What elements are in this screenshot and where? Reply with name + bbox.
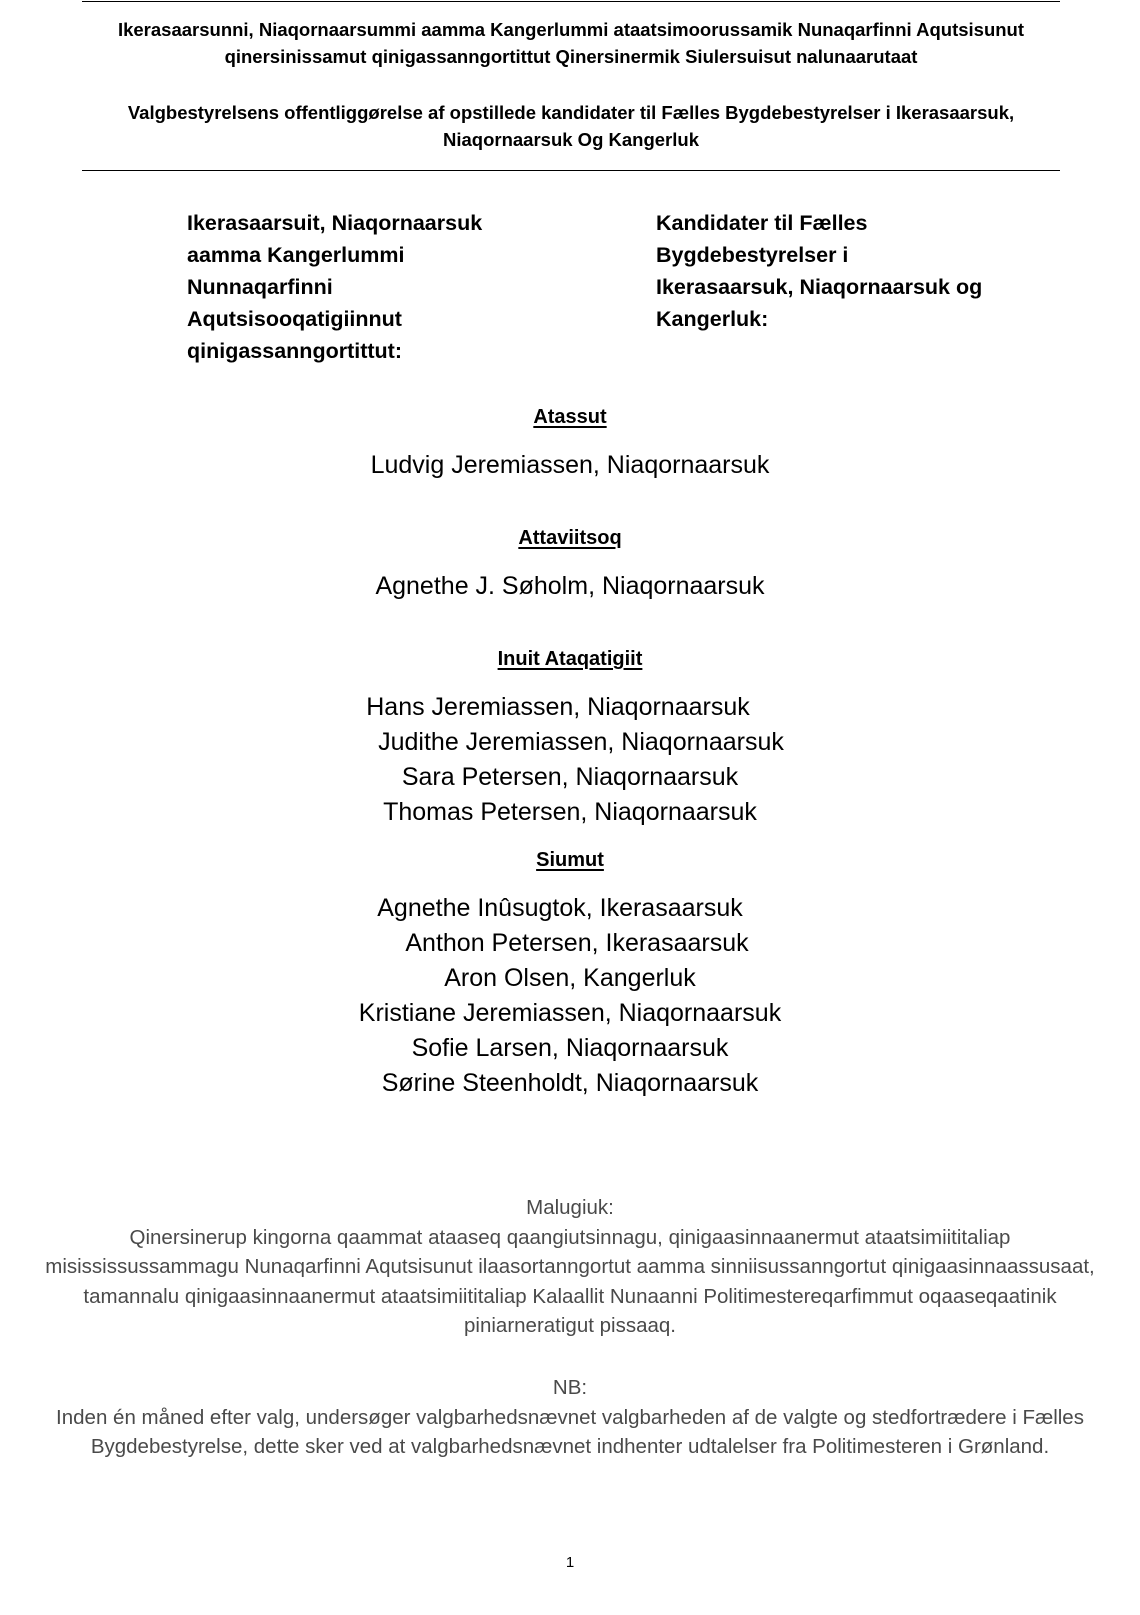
party-name: Atassut bbox=[533, 406, 607, 428]
candidate: Sørine Steenholdt, Niaqornaarsuk bbox=[381, 1069, 759, 1097]
candidate-list bbox=[0, 569, 1140, 604]
note-text: Inden én måned efter valg, undersøger valgbarhedsnævnet valgbarheden af de valgte og stedfortrædere i Fælles Bygdebestyrelse, dette sker ved at valgbarhedsnævnet indhenter udtalelser fra Politimesteren i Grønland. bbox=[56, 1405, 1084, 1458]
intro-danish: Kandidater til Fælles Bygdebestyrelser i Ikerasaarsuk, Niaqornaarsuk og Kangerluk: bbox=[656, 211, 983, 331]
candidate: Ludvig Jeremiassen, Niaqornaarsuk bbox=[370, 451, 770, 479]
candidate-list bbox=[0, 690, 1140, 830]
candidate: Agnethe Inûsugtok, Ikerasaarsuk bbox=[377, 894, 743, 922]
party-name: Inuit Ataqatigiit bbox=[497, 648, 643, 670]
party-name: Attaviitsoq bbox=[518, 527, 622, 549]
party-name: Siumut bbox=[536, 849, 604, 871]
note-text: Qinersinerup kingorna qaammat ataaseq qaangiutsinnagu, qinigaasinnaanermut ataatsimiititaliap misississussammagu Nunaqarfinni Aqutsisunut ilaasortanngortut aamma sinniisussanngortut qinigaasinnaassusaat, tamannalu qinigaasinnaanermut ataatsimiititaliap Kalaallit Nunaanni Politimestereqarfimmut oqaaseqaatinik piniarneratigut pissaaq. bbox=[45, 1225, 1095, 1337]
title-danish: Valgbestyrelsens offentliggørelse af opstillede kandidater til Fælles Bygdebestyrelser i Ikerasaarsuk, Niaqornaarsuk Og Kangerluk bbox=[127, 102, 1015, 150]
party-section-inuit-ataqatigiit bbox=[0, 646, 1140, 830]
candidate: Kristiane Jeremiassen, Niaqornaarsuk bbox=[358, 999, 782, 1027]
note-greenlandic bbox=[40, 1193, 1100, 1341]
candidate: Sara Petersen, Niaqornaarsuk bbox=[401, 763, 739, 791]
header-divider bbox=[82, 170, 1060, 171]
note-label: NB: bbox=[552, 1376, 588, 1399]
party-section-atassut bbox=[0, 404, 1140, 483]
page-number: 1 bbox=[565, 1554, 575, 1571]
note-label: Malugiuk: bbox=[526, 1196, 614, 1219]
top-divider bbox=[82, 1, 1060, 2]
candidate: Agnethe J. Søholm, Niaqornaarsuk bbox=[375, 572, 765, 600]
candidate: Judithe Jeremiassen, Niaqornaarsuk bbox=[378, 728, 784, 756]
candidate-list bbox=[0, 448, 1140, 483]
candidate-list bbox=[0, 891, 1140, 1101]
candidate: Sofie Larsen, Niaqornaarsuk bbox=[411, 1034, 729, 1062]
party-section-attaviitsoq bbox=[0, 525, 1140, 604]
note-danish bbox=[40, 1373, 1100, 1462]
candidate: Aron Olsen, Kangerluk bbox=[444, 964, 696, 992]
title-greenlandic: Ikerasaarsunni, Niaqornaarsummi aamma Kangerlummi ataatsimoorussamik Nunaqarfinni Aqutsisunut qinersinissamut qinigassanngortittut Qinersinermik Siulersuisut nalunaarutaat bbox=[117, 19, 1025, 67]
candidate: Hans Jeremiassen, Niaqornaarsuk bbox=[366, 693, 750, 721]
party-section-siumut bbox=[0, 847, 1140, 1101]
candidate: Anthon Petersen, Ikerasaarsuk bbox=[405, 929, 749, 957]
candidate: Thomas Petersen, Niaqornaarsuk bbox=[383, 798, 757, 826]
intro-greenlandic: Ikerasaarsuit, Niaqornaarsuk aamma Kangerlummi Nunnaqarfinni Aqutsisooqatigiinnut qinigassanngortittut: bbox=[187, 211, 483, 363]
